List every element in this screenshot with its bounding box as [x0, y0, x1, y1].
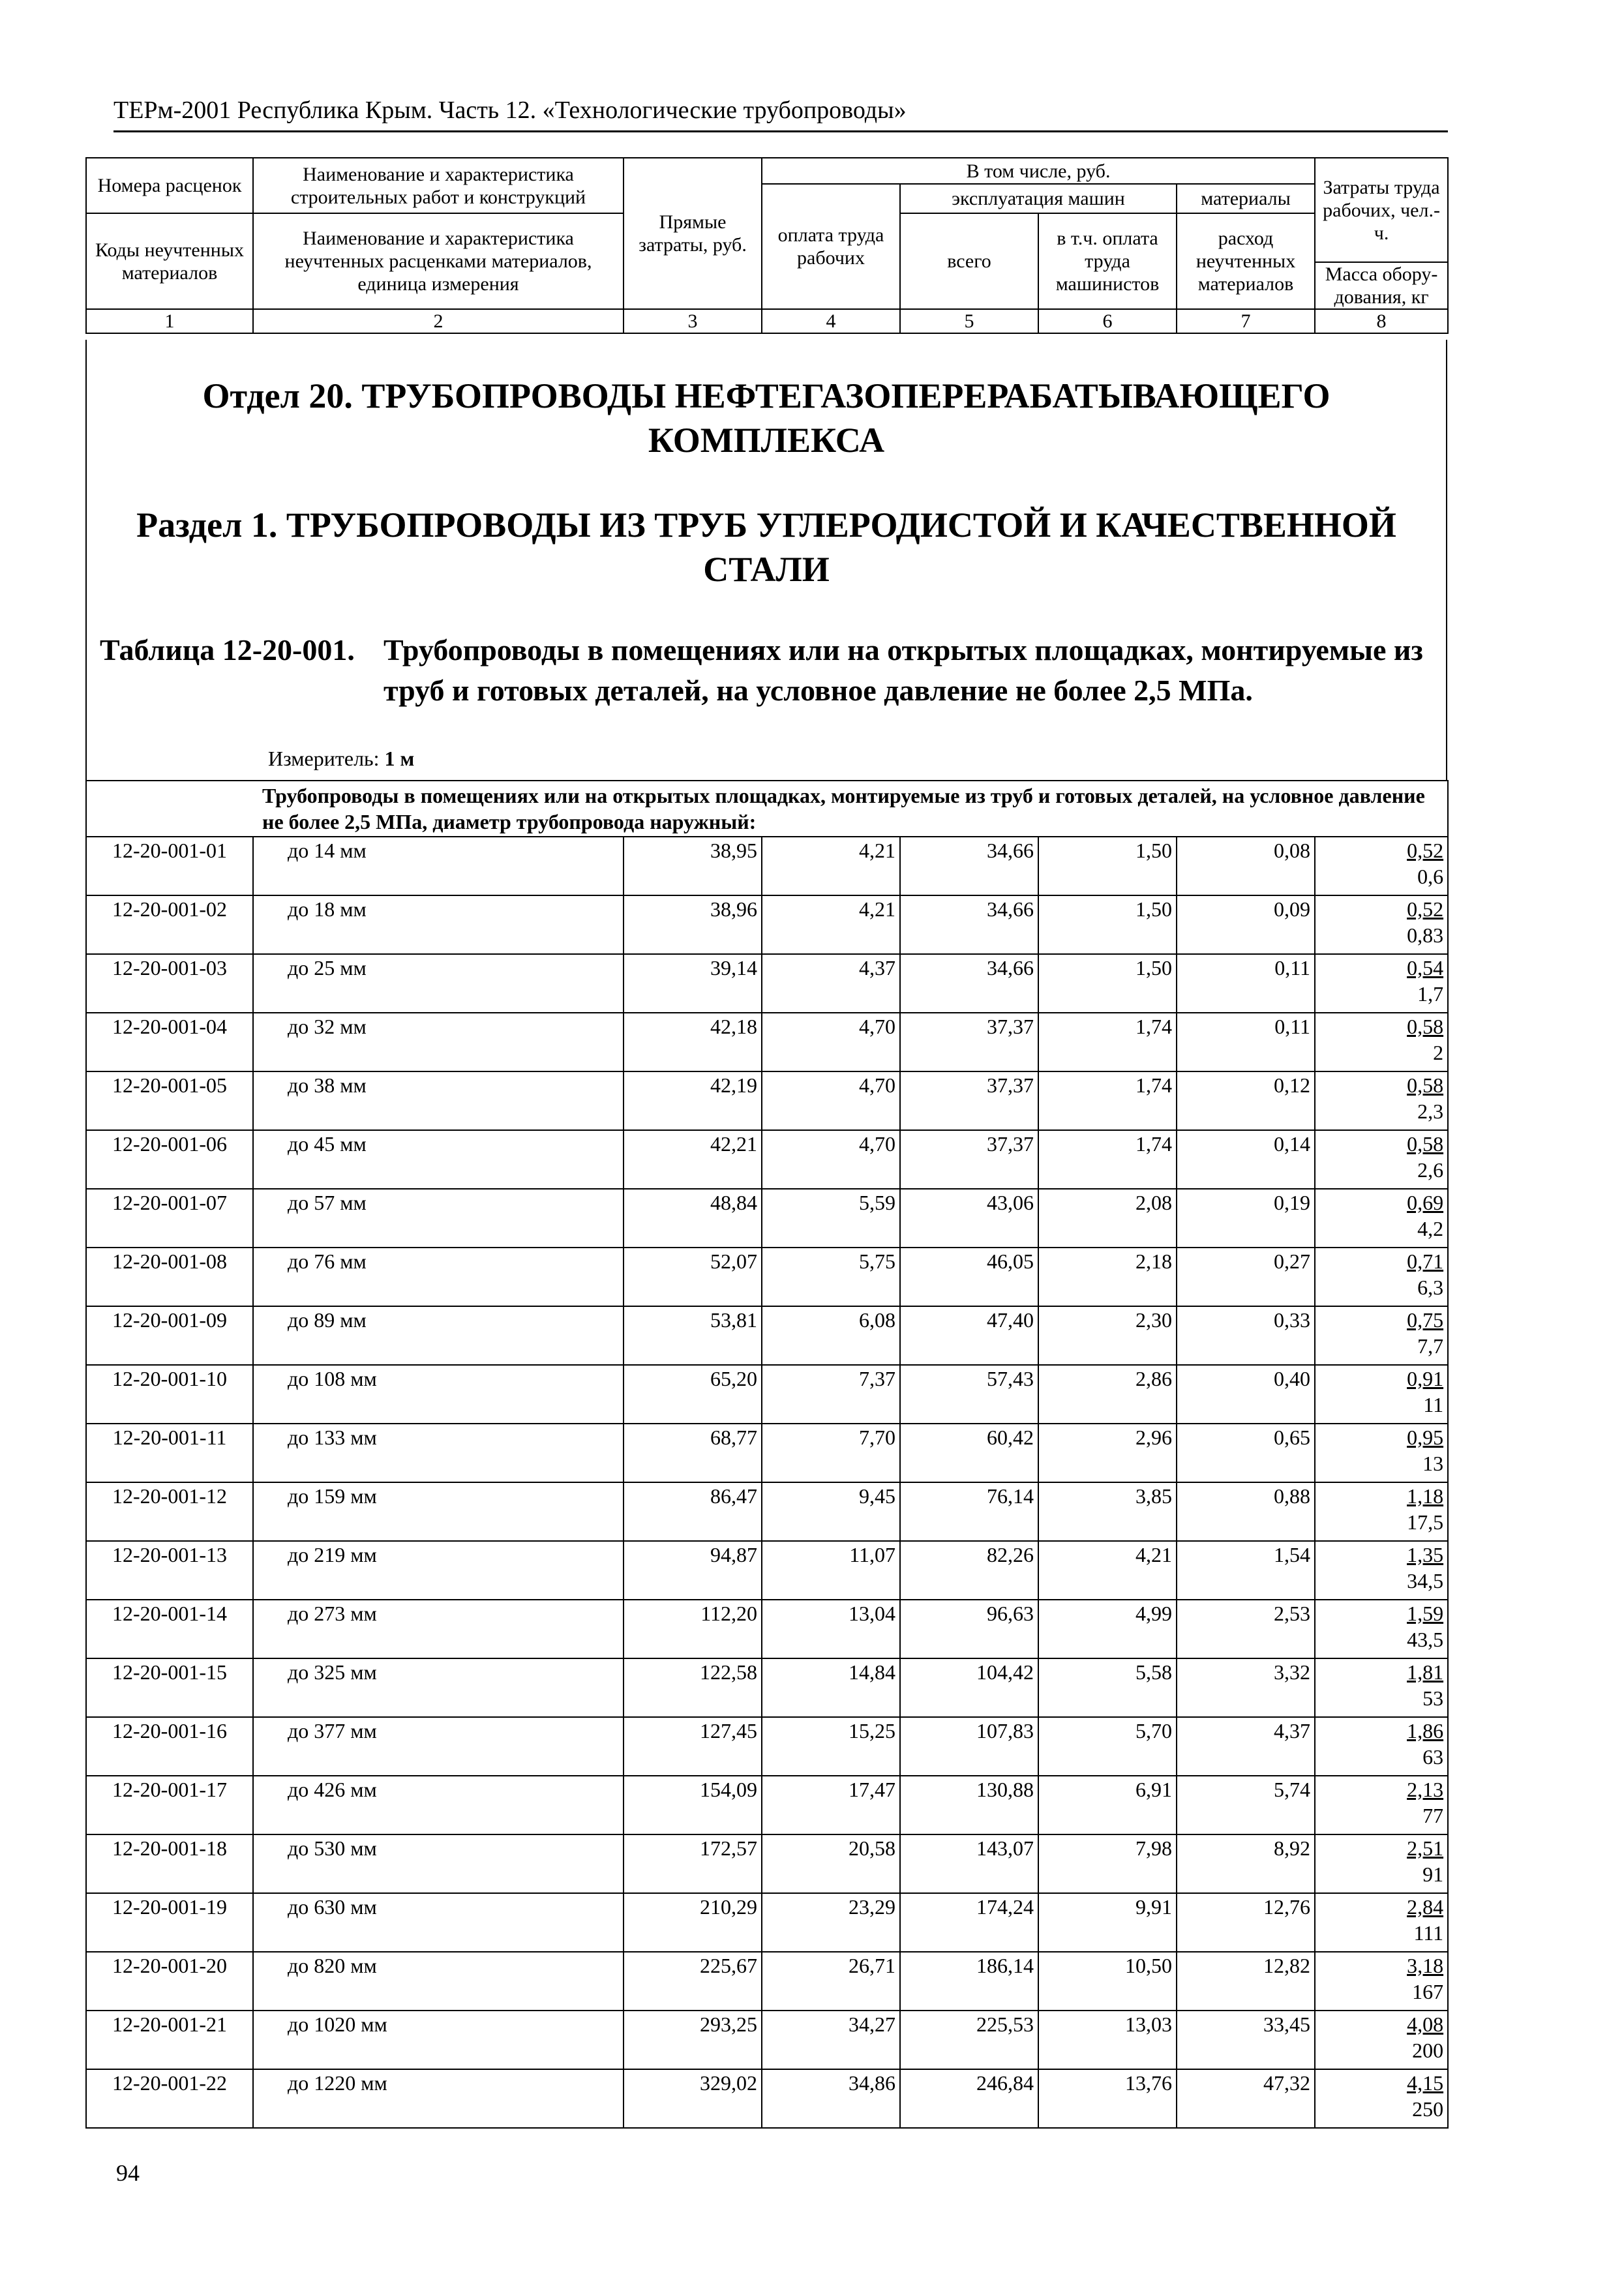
- table-row: [86, 1071, 1448, 1130]
- materials-cost: 0,40: [1177, 1365, 1315, 1424]
- direct-costs: 53,81: [624, 1306, 762, 1365]
- labor-and-mass: [1315, 1541, 1448, 1600]
- rate-code: 12-20-001-06: [86, 1130, 253, 1189]
- labor-hours: 1,86: [1407, 1719, 1444, 1743]
- header-labor-hours: Затраты труда рабочих, чел.-ч.: [1315, 158, 1448, 262]
- labor-hours: 0,52: [1407, 839, 1444, 862]
- table-title: Трубопроводы в помещениях или на открытых площадках, монтируемые из труб и готовых деталей, на условное давление не более 2,5 МПа.: [383, 633, 1423, 707]
- header-work-name: Наименование и характеристика строительных работ и конструкций: [253, 158, 624, 213]
- equipment-mass: 1,7: [1417, 982, 1444, 1006]
- operator-pay: 2,08: [1038, 1189, 1177, 1248]
- materials-cost: 0,88: [1177, 1482, 1315, 1541]
- equipment-mass: 2: [1433, 1041, 1444, 1064]
- rate-code: 12-20-001-12: [86, 1482, 253, 1541]
- page-number: 94: [116, 2160, 140, 2186]
- operator-pay: 2,18: [1038, 1248, 1177, 1306]
- worker-pay: 17,47: [762, 1776, 900, 1834]
- rate-code: 12-20-001-14: [86, 1600, 253, 1658]
- materials-cost: 3,32: [1177, 1658, 1315, 1717]
- equipment-mass: 167: [1412, 1980, 1444, 2003]
- table-row: [86, 1834, 1448, 1893]
- group-header-text: Трубопроводы в помещениях или на открытых площадках, монтируемые из труб и готовых деталей, на условное давление не более 2,5 МПа, диаметр трубопровода наружный:: [262, 784, 1425, 833]
- rate-code: 12-20-001-07: [86, 1189, 253, 1248]
- equipment-mass: 200: [1412, 2039, 1444, 2062]
- labor-hours: 0,91: [1407, 1367, 1444, 1390]
- rate-code: 12-20-001-13: [86, 1541, 253, 1600]
- machine-total: 104,42: [900, 1658, 1038, 1717]
- rate-code: 12-20-001-17: [86, 1776, 253, 1834]
- equipment-mass: 6,3: [1417, 1276, 1444, 1299]
- table-row: [86, 1248, 1448, 1306]
- work-name: до 273 мм: [253, 1600, 624, 1658]
- work-name: до 219 мм: [253, 1541, 624, 1600]
- equipment-mass: 43,5: [1407, 1628, 1444, 1651]
- equipment-mass: 2,3: [1417, 1100, 1444, 1123]
- direct-costs: 210,29: [624, 1893, 762, 1952]
- rate-code: 12-20-001-05: [86, 1071, 253, 1130]
- machine-total: 76,14: [900, 1482, 1038, 1541]
- work-name: до 14 мм: [253, 837, 624, 895]
- rate-code: 12-20-001-11: [86, 1424, 253, 1482]
- operator-pay: 2,30: [1038, 1306, 1177, 1365]
- machine-total: 225,53: [900, 2011, 1038, 2069]
- table-row: [86, 954, 1448, 1013]
- machine-total: 37,37: [900, 1071, 1038, 1130]
- direct-costs: 38,95: [624, 837, 762, 895]
- operator-pay: 13,76: [1038, 2069, 1177, 2128]
- labor-and-mass: [1315, 1893, 1448, 1952]
- worker-pay: 4,21: [762, 837, 900, 895]
- equipment-mass: 13: [1422, 1452, 1444, 1475]
- equipment-mass: 111: [1413, 1921, 1444, 1945]
- column-number: 5: [900, 309, 1038, 333]
- table-title-block: [85, 340, 1447, 780]
- materials-cost: 1,54: [1177, 1541, 1315, 1600]
- measure-value: 1 м: [384, 747, 415, 770]
- labor-hours: 3,18: [1407, 1954, 1444, 1977]
- work-name: до 108 мм: [253, 1365, 624, 1424]
- materials-cost: 12,82: [1177, 1952, 1315, 2011]
- worker-pay: 34,27: [762, 2011, 900, 2069]
- labor-hours: 1,35: [1407, 1543, 1444, 1566]
- rate-code: 12-20-001-01: [86, 837, 253, 895]
- labor-and-mass: [1315, 2011, 1448, 2069]
- worker-pay: 14,84: [762, 1658, 900, 1717]
- equipment-mass: 11: [1423, 1393, 1444, 1416]
- rate-code: 12-20-001-09: [86, 1306, 253, 1365]
- work-name: до 45 мм: [253, 1130, 624, 1189]
- materials-cost: 4,37: [1177, 1717, 1315, 1776]
- direct-costs: 68,77: [624, 1424, 762, 1482]
- table-row: [86, 1424, 1448, 1482]
- worker-pay: 20,58: [762, 1834, 900, 1893]
- header-including: В том числе, руб.: [762, 158, 1315, 184]
- machine-total: 47,40: [900, 1306, 1038, 1365]
- header-rate-numbers: Номера расценок: [86, 158, 253, 213]
- labor-and-mass: [1315, 1717, 1448, 1776]
- direct-costs: 329,02: [624, 2069, 762, 2128]
- direct-costs: 65,20: [624, 1365, 762, 1424]
- rate-code: 12-20-001-21: [86, 2011, 253, 2069]
- labor-and-mass: [1315, 837, 1448, 895]
- work-name: до 1220 мм: [253, 2069, 624, 2128]
- work-name: до 32 мм: [253, 1013, 624, 1071]
- direct-costs: 172,57: [624, 1834, 762, 1893]
- materials-cost: 0,09: [1177, 895, 1315, 954]
- rate-code: 12-20-001-20: [86, 1952, 253, 2011]
- operator-pay: 2,86: [1038, 1365, 1177, 1424]
- equipment-mass: 0,83: [1407, 923, 1444, 947]
- worker-pay: 4,70: [762, 1013, 900, 1071]
- labor-and-mass: [1315, 1952, 1448, 2011]
- header-machine-operation: эксплуатация машин: [900, 184, 1177, 213]
- materials-cost: 12,76: [1177, 1893, 1315, 1952]
- machine-total: 34,66: [900, 954, 1038, 1013]
- measure-label: Измеритель:: [268, 747, 380, 770]
- labor-and-mass: [1315, 1248, 1448, 1306]
- labor-hours: 0,58: [1407, 1132, 1444, 1156]
- materials-cost: 0,12: [1177, 1071, 1315, 1130]
- direct-costs: 52,07: [624, 1248, 762, 1306]
- direct-costs: 38,96: [624, 895, 762, 954]
- materials-cost: 0,11: [1177, 954, 1315, 1013]
- worker-pay: 23,29: [762, 1893, 900, 1952]
- materials-cost: 0,08: [1177, 837, 1315, 895]
- machine-total: 46,05: [900, 1248, 1038, 1306]
- direct-costs: 48,84: [624, 1189, 762, 1248]
- rate-code: 12-20-001-19: [86, 1893, 253, 1952]
- work-name: до 76 мм: [253, 1248, 624, 1306]
- operator-pay: 1,50: [1038, 837, 1177, 895]
- labor-hours: 4,15: [1407, 2071, 1444, 2095]
- work-name: до 18 мм: [253, 895, 624, 954]
- equipment-mass: 77: [1422, 1804, 1444, 1827]
- operator-pay: 1,50: [1038, 895, 1177, 954]
- equipment-mass: 91: [1422, 1863, 1444, 1886]
- machine-total: 186,14: [900, 1952, 1038, 2011]
- labor-hours: 1,59: [1407, 1602, 1444, 1625]
- table-row: [86, 1365, 1448, 1424]
- section-heading: Раздел 1. ТРУБОПРОВОДЫ ИЗ ТРУБ УГЛЕРОДИСТОЙ И КАЧЕСТВЕННОЙ СТАЛИ: [136, 505, 1396, 589]
- rate-code: 12-20-001-02: [86, 895, 253, 954]
- table-row: [86, 1717, 1448, 1776]
- labor-hours: 0,71: [1407, 1249, 1444, 1273]
- table-row: [86, 1952, 1448, 2011]
- table-row: [86, 1482, 1448, 1541]
- column-header-table: [85, 157, 1449, 334]
- operator-pay: 3,85: [1038, 1482, 1177, 1541]
- column-number: 4: [762, 309, 900, 333]
- machine-total: 107,83: [900, 1717, 1038, 1776]
- operator-pay: 1,74: [1038, 1130, 1177, 1189]
- direct-costs: 42,19: [624, 1071, 762, 1130]
- work-name: до 377 мм: [253, 1717, 624, 1776]
- work-name: до 426 мм: [253, 1776, 624, 1834]
- worker-pay: 13,04: [762, 1600, 900, 1658]
- rates-table: [85, 780, 1449, 2129]
- work-name: до 38 мм: [253, 1071, 624, 1130]
- group-spacer: [86, 781, 253, 837]
- materials-cost: 47,32: [1177, 2069, 1315, 2128]
- operator-pay: 1,74: [1038, 1013, 1177, 1071]
- worker-pay: 9,45: [762, 1482, 900, 1541]
- labor-and-mass: [1315, 1306, 1448, 1365]
- work-name: до 159 мм: [253, 1482, 624, 1541]
- direct-costs: 42,21: [624, 1130, 762, 1189]
- department-heading: Отдел 20. ТРУБОПРОВОДЫ НЕФТЕГАЗОПЕРЕРАБАТЫВАЮЩЕГО КОМПЛЕКСА: [202, 376, 1331, 460]
- column-number: 6: [1038, 309, 1177, 333]
- materials-cost: 0,11: [1177, 1013, 1315, 1071]
- labor-hours: 2,51: [1407, 1836, 1444, 1860]
- labor-hours: 0,54: [1407, 956, 1444, 980]
- labor-and-mass: [1315, 1482, 1448, 1541]
- labor-hours: 0,58: [1407, 1073, 1444, 1097]
- rate-code: 12-20-001-10: [86, 1365, 253, 1424]
- labor-and-mass: [1315, 1658, 1448, 1717]
- worker-pay: 26,71: [762, 1952, 900, 2011]
- worker-pay: 11,07: [762, 1541, 900, 1600]
- rate-code: 12-20-001-04: [86, 1013, 253, 1071]
- operator-pay: 4,99: [1038, 1600, 1177, 1658]
- equipment-mass: 2,6: [1417, 1158, 1444, 1182]
- worker-pay: 6,08: [762, 1306, 900, 1365]
- worker-pay: 4,37: [762, 954, 900, 1013]
- materials-cost: 0,27: [1177, 1248, 1315, 1306]
- group-header: [253, 781, 1448, 837]
- labor-hours: 0,95: [1407, 1426, 1444, 1449]
- materials-cost: 8,92: [1177, 1834, 1315, 1893]
- work-name: до 57 мм: [253, 1189, 624, 1248]
- work-name: до 530 мм: [253, 1834, 624, 1893]
- header-material-names: Наименование и характеристика неучтенных расценками материалов, единица измерения: [253, 213, 624, 309]
- worker-pay: 5,59: [762, 1189, 900, 1248]
- labor-and-mass: [1315, 954, 1448, 1013]
- equipment-mass: 0,6: [1417, 865, 1444, 888]
- column-number: 3: [624, 309, 762, 333]
- rate-code: 12-20-001-15: [86, 1658, 253, 1717]
- work-name: до 133 мм: [253, 1424, 624, 1482]
- machine-total: 37,37: [900, 1013, 1038, 1071]
- operator-pay: 5,70: [1038, 1717, 1177, 1776]
- direct-costs: 127,45: [624, 1717, 762, 1776]
- equipment-mass: 4,2: [1417, 1217, 1444, 1240]
- labor-and-mass: [1315, 895, 1448, 954]
- worker-pay: 4,70: [762, 1071, 900, 1130]
- header-operator-pay: в т.ч. оплата труда машинистов: [1038, 213, 1177, 309]
- table-row: [86, 1306, 1448, 1365]
- measure-unit: [268, 745, 414, 771]
- machine-total: 34,66: [900, 895, 1038, 954]
- equipment-mass: 17,5: [1407, 1510, 1444, 1534]
- table-row: [86, 1658, 1448, 1717]
- table-row: [86, 1541, 1448, 1600]
- table-row: [86, 895, 1448, 954]
- equipment-mass: 53: [1422, 1686, 1444, 1710]
- labor-and-mass: [1315, 1776, 1448, 1834]
- header-direct-costs: Прямые затраты, руб.: [624, 158, 762, 309]
- direct-costs: 112,20: [624, 1600, 762, 1658]
- materials-cost: 0,33: [1177, 1306, 1315, 1365]
- materials-cost: 0,14: [1177, 1130, 1315, 1189]
- labor-and-mass: [1315, 1424, 1448, 1482]
- worker-pay: 15,25: [762, 1717, 900, 1776]
- operator-pay: 1,74: [1038, 1071, 1177, 1130]
- rate-code: 12-20-001-18: [86, 1834, 253, 1893]
- worker-pay: 4,70: [762, 1130, 900, 1189]
- header-material-codes: Коды неучтенных материалов: [86, 213, 253, 309]
- labor-hours: 1,18: [1407, 1484, 1444, 1508]
- machine-total: 96,63: [900, 1600, 1038, 1658]
- machine-total: 57,43: [900, 1365, 1038, 1424]
- labor-hours: 2,13: [1407, 1778, 1444, 1801]
- machine-total: 130,88: [900, 1776, 1038, 1834]
- direct-costs: 225,67: [624, 1952, 762, 2011]
- rate-code: 12-20-001-03: [86, 954, 253, 1013]
- labor-and-mass: [1315, 1071, 1448, 1130]
- labor-hours: 1,81: [1407, 1660, 1444, 1684]
- running-head: ТЕРм-2001 Республика Крым. Часть 12. «Технологические трубопроводы»: [113, 95, 1448, 132]
- header-materials: материалы: [1177, 184, 1315, 213]
- work-name: до 25 мм: [253, 954, 624, 1013]
- work-name: до 1020 мм: [253, 2011, 624, 2069]
- labor-hours: 0,75: [1407, 1308, 1444, 1332]
- worker-pay: 5,75: [762, 1248, 900, 1306]
- rate-code: 12-20-001-08: [86, 1248, 253, 1306]
- operator-pay: 6,91: [1038, 1776, 1177, 1834]
- machine-total: 143,07: [900, 1834, 1038, 1893]
- labor-and-mass: [1315, 1365, 1448, 1424]
- operator-pay: 9,91: [1038, 1893, 1177, 1952]
- operator-pay: 2,96: [1038, 1424, 1177, 1482]
- column-number: 8: [1315, 309, 1448, 333]
- table-number: Таблица 12-20-001.: [100, 633, 355, 666]
- operator-pay: 1,50: [1038, 954, 1177, 1013]
- work-name: до 89 мм: [253, 1306, 624, 1365]
- labor-and-mass: [1315, 1130, 1448, 1189]
- machine-total: 60,42: [900, 1424, 1038, 1482]
- header-worker-pay: оплата труда рабочих: [762, 184, 900, 309]
- machine-total: 37,37: [900, 1130, 1038, 1189]
- table-row: [86, 2069, 1448, 2128]
- direct-costs: 293,25: [624, 2011, 762, 2069]
- operator-pay: 13,03: [1038, 2011, 1177, 2069]
- work-name: до 820 мм: [253, 1952, 624, 2011]
- labor-and-mass: [1315, 2069, 1448, 2128]
- materials-cost: 33,45: [1177, 2011, 1315, 2069]
- column-number: 2: [253, 309, 624, 333]
- labor-hours: 0,52: [1407, 897, 1444, 921]
- machine-total: 174,24: [900, 1893, 1038, 1952]
- rate-code: 12-20-001-16: [86, 1717, 253, 1776]
- worker-pay: 7,70: [762, 1424, 900, 1482]
- machine-total: 34,66: [900, 837, 1038, 895]
- worker-pay: 34,86: [762, 2069, 900, 2128]
- header-unaccounted-materials: расход неучтенных материалов: [1177, 213, 1315, 309]
- materials-cost: 2,53: [1177, 1600, 1315, 1658]
- table-row: [86, 1130, 1448, 1189]
- equipment-mass: 63: [1422, 1745, 1444, 1769]
- table-row: [86, 1776, 1448, 1834]
- worker-pay: 4,21: [762, 895, 900, 954]
- materials-cost: 5,74: [1177, 1776, 1315, 1834]
- labor-and-mass: [1315, 1600, 1448, 1658]
- table-row: [86, 837, 1448, 895]
- direct-costs: 122,58: [624, 1658, 762, 1717]
- operator-pay: 10,50: [1038, 1952, 1177, 2011]
- header-machine-total: всего: [900, 213, 1038, 309]
- labor-and-mass: [1315, 1013, 1448, 1071]
- table-row: [86, 2011, 1448, 2069]
- equipment-mass: 250: [1412, 2097, 1444, 2121]
- operator-pay: 4,21: [1038, 1541, 1177, 1600]
- operator-pay: 7,98: [1038, 1834, 1177, 1893]
- equipment-mass: 34,5: [1407, 1569, 1444, 1593]
- work-name: до 630 мм: [253, 1893, 624, 1952]
- labor-hours: 2,84: [1407, 1895, 1444, 1919]
- direct-costs: 39,14: [624, 954, 762, 1013]
- direct-costs: 154,09: [624, 1776, 762, 1834]
- work-name: до 325 мм: [253, 1658, 624, 1717]
- direct-costs: 94,87: [624, 1541, 762, 1600]
- operator-pay: 5,58: [1038, 1658, 1177, 1717]
- table-row: [86, 1600, 1448, 1658]
- equipment-mass: 7,7: [1417, 1334, 1444, 1358]
- materials-cost: 0,19: [1177, 1189, 1315, 1248]
- labor-hours: 0,58: [1407, 1015, 1444, 1038]
- worker-pay: 7,37: [762, 1365, 900, 1424]
- labor-hours: 4,08: [1407, 2012, 1444, 2036]
- table-row: [86, 1893, 1448, 1952]
- machine-total: 43,06: [900, 1189, 1038, 1248]
- labor-and-mass: [1315, 1834, 1448, 1893]
- column-number: 1: [86, 309, 253, 333]
- labor-hours: 0,69: [1407, 1191, 1444, 1214]
- direct-costs: 42,18: [624, 1013, 762, 1071]
- rate-code: 12-20-001-22: [86, 2069, 253, 2128]
- table-row: [86, 1013, 1448, 1071]
- labor-and-mass: [1315, 1189, 1448, 1248]
- table-row: [86, 1189, 1448, 1248]
- header-equipment-mass: Масса обору-дования, кг: [1315, 262, 1448, 309]
- direct-costs: 86,47: [624, 1482, 762, 1541]
- column-number: 7: [1177, 309, 1315, 333]
- materials-cost: 0,65: [1177, 1424, 1315, 1482]
- machine-total: 246,84: [900, 2069, 1038, 2128]
- machine-total: 82,26: [900, 1541, 1038, 1600]
